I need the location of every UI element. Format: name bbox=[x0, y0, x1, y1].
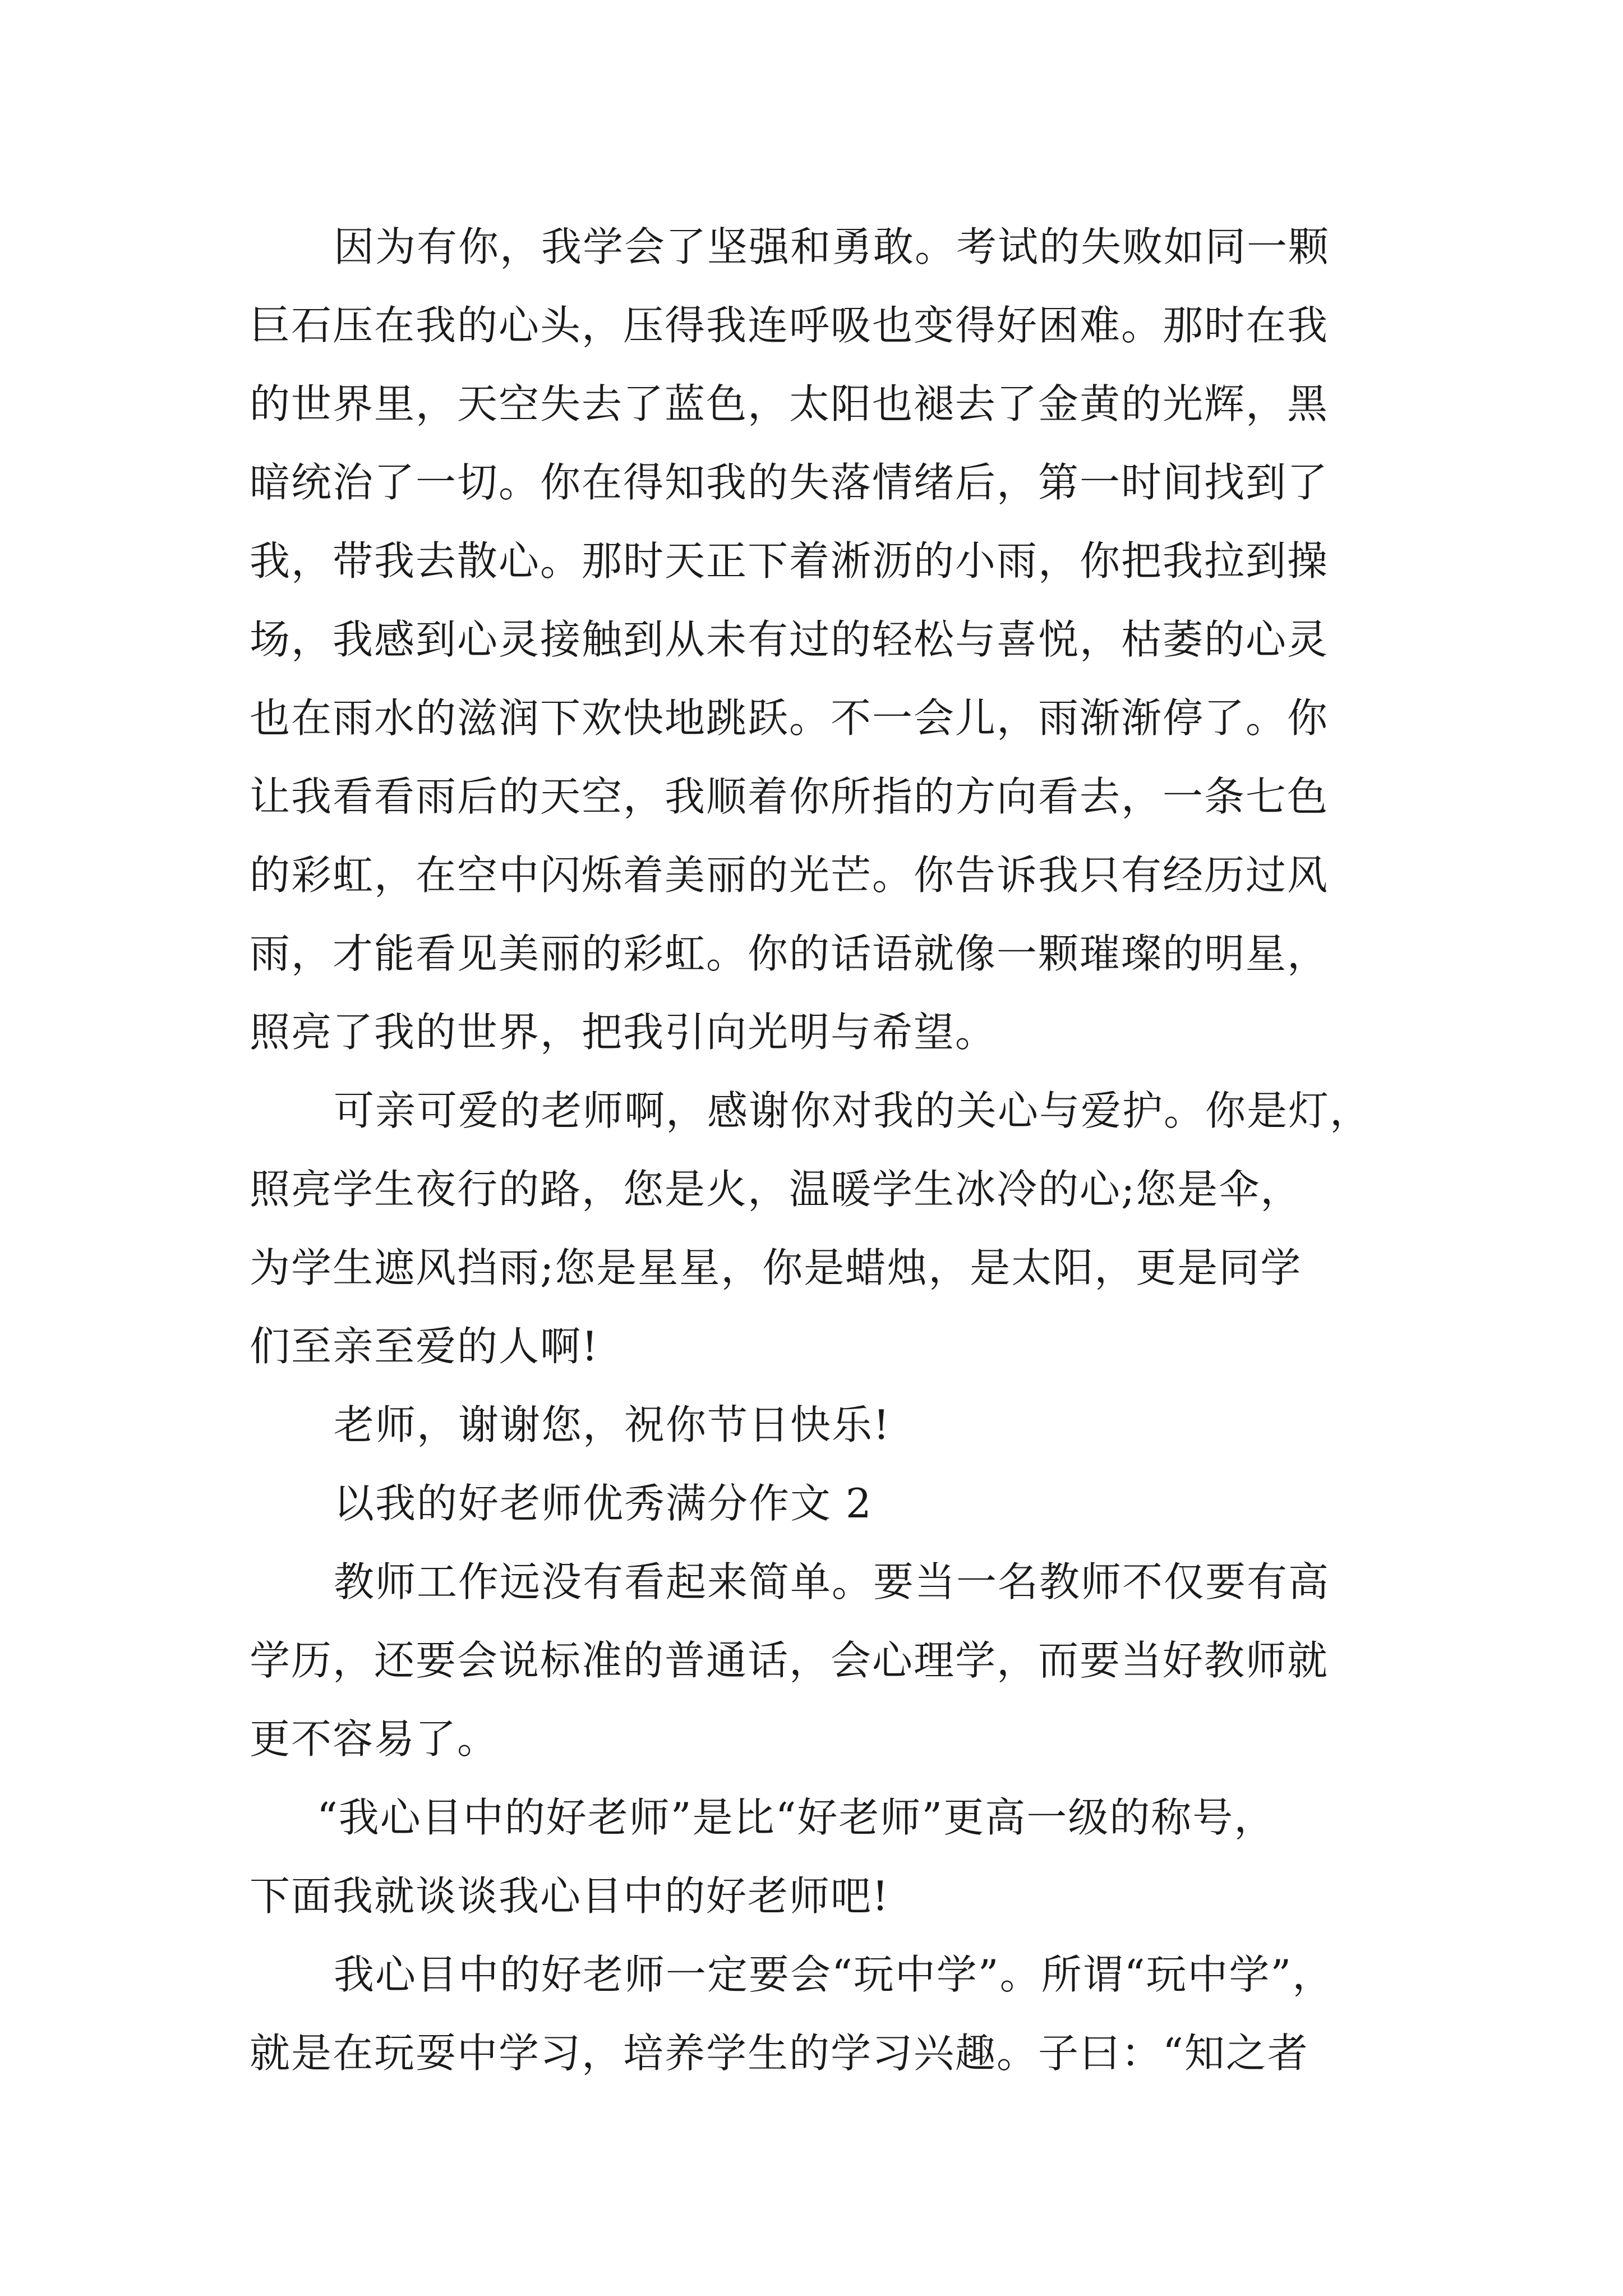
document-body bbox=[250, 208, 1394, 2092]
paragraph-line: 也在雨水的滋润下欢快地跳跃。不一会儿，雨渐渐停了。你 bbox=[250, 694, 1329, 742]
paragraph-line: 的世界里，天空失去了蓝色，太阳也褪去了金黄的光辉，黑 bbox=[250, 380, 1329, 427]
paragraph-line: 让我看看雨后的天空，我顺着你所指的方向看去，一条七色 bbox=[250, 773, 1329, 820]
paragraph-line: 我心目中的好老师一定要会“玩中学”。所谓“玩中学”， bbox=[334, 1951, 1334, 1998]
paragraph-line: 场，我感到心灵接触到从未有过的轻松与喜悦，枯萎的心灵 bbox=[250, 616, 1329, 663]
paragraph-line: 们至亲至爱的人啊! bbox=[250, 1323, 599, 1370]
paragraph-line: 照亮学生夜行的路，您是火，温暖学生冰冷的心;您是伞， bbox=[250, 1166, 1302, 1213]
paragraph-line: 的彩虹，在空中闪烁着美丽的光芒。你告诉我只有经历过风 bbox=[250, 852, 1329, 899]
paragraph-line: 照亮了我的世界，把我引向光明与希望。 bbox=[250, 1009, 997, 1056]
paragraph-line: 暗统治了一切。你在得知我的失落情绪后，第一时间找到了 bbox=[250, 459, 1329, 506]
paragraph-line: 可亲可爱的老师啊，感谢你对我的关心与爱护。你是灯， bbox=[334, 1087, 1372, 1134]
paragraph-line: 我，带我去散心。那时天正下着淅沥的小雨，你把我拉到操 bbox=[250, 537, 1329, 585]
paragraph-line: 为学生遮风挡雨;您是星星，你是蜡烛，是太阳，更是同学 bbox=[250, 1244, 1302, 1291]
paragraph-line: 更不容易了。 bbox=[250, 1715, 499, 1763]
paragraph-line: 教师工作远没有看起来简单。要当一名教师不仅要有高 bbox=[334, 1558, 1330, 1605]
paragraph-line: 下面我就谈谈我心目中的好老师吧! bbox=[250, 1872, 889, 1920]
paragraph-line: “我心目中的好老师”是比“好老师”更高一级的称号， bbox=[317, 1794, 1276, 1841]
section-heading: 以我的好老师优秀满分作文 2 bbox=[334, 1480, 873, 1527]
paragraph-line: 雨，才能看见美丽的彩虹。你的话语就像一颗璀璨的明星， bbox=[250, 930, 1329, 977]
paragraph-line: 学历，还要会说标准的普通话，会心理学，而要当好教师就 bbox=[250, 1637, 1329, 1684]
paragraph-line: 因为有你，我学会了坚强和勇敢。考试的失败如同一颗 bbox=[334, 223, 1330, 270]
paragraph-line: 巨石压在我的心头，压得我连呼吸也变得好困难。那时在我 bbox=[250, 302, 1329, 349]
paragraph-line: 就是在玩耍中学习，培养学生的学习兴趣。子曰：“知之者 bbox=[250, 2030, 1309, 2077]
paragraph-line: 老师，谢谢您，祝你节日快乐! bbox=[334, 1401, 891, 1448]
